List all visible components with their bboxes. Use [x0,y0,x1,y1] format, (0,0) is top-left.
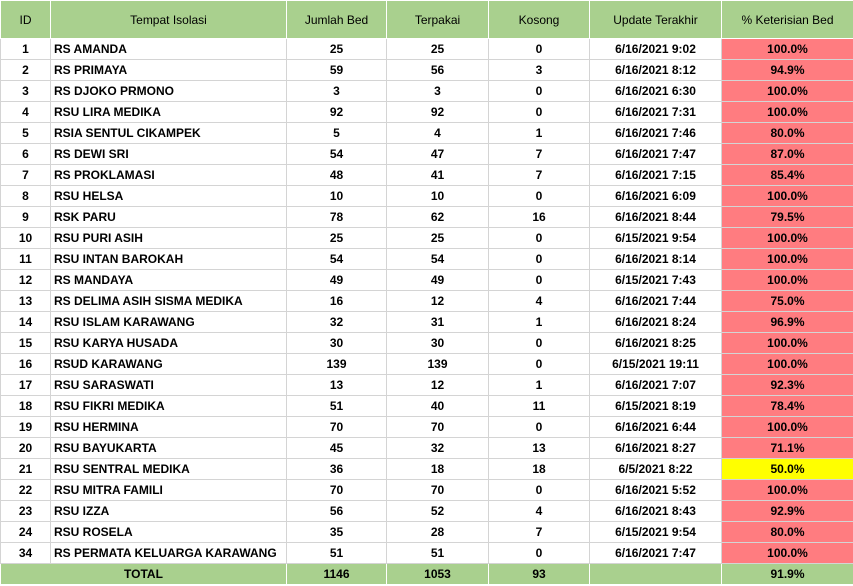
table-row [1,459,853,480]
cell-id: 7 [1,165,51,186]
cell-occupancy: 87.0% [722,144,853,165]
table-row [1,102,853,123]
cell-updated: 6/16/2021 8:14 [590,249,722,270]
cell-updated: 6/16/2021 7:15 [590,165,722,186]
table-row [1,438,853,459]
cell-id: 1 [1,39,51,60]
total-used: 1053 [387,564,489,585]
cell-beds: 45 [287,438,387,459]
cell-empty: 7 [489,144,590,165]
cell-name: RS AMANDA [51,39,287,60]
cell-occupancy: 100.0% [722,249,853,270]
cell-id: 19 [1,417,51,438]
cell-occupancy: 100.0% [722,39,853,60]
cell-id: 21 [1,459,51,480]
cell-id: 34 [1,543,51,564]
table-row [1,354,853,375]
cell-used: 4 [387,123,489,144]
cell-updated: 6/16/2021 7:31 [590,102,722,123]
table-row [1,312,853,333]
cell-occupancy: 92.9% [722,501,853,522]
cell-used: 12 [387,291,489,312]
cell-used: 25 [387,39,489,60]
cell-empty: 7 [489,522,590,543]
cell-empty: 1 [489,123,590,144]
cell-id: 14 [1,312,51,333]
cell-updated: 6/16/2021 7:44 [590,291,722,312]
cell-empty: 4 [489,291,590,312]
cell-beds: 59 [287,60,387,81]
cell-beds: 3 [287,81,387,102]
cell-updated: 6/16/2021 7:46 [590,123,722,144]
cell-empty: 4 [489,501,590,522]
header-name: Tempat Isolasi [51,1,287,39]
cell-empty: 3 [489,60,590,81]
table-row [1,81,853,102]
cell-used: 92 [387,102,489,123]
cell-used: 139 [387,354,489,375]
table-row [1,417,853,438]
cell-id: 5 [1,123,51,144]
cell-used: 52 [387,501,489,522]
cell-beds: 36 [287,459,387,480]
cell-empty: 0 [489,228,590,249]
table-row [1,270,853,291]
cell-name: RS PRIMAYA [51,60,287,81]
cell-name: RSU SARASWATI [51,375,287,396]
cell-beds: 70 [287,417,387,438]
cell-id: 16 [1,354,51,375]
cell-id: 22 [1,480,51,501]
cell-id: 18 [1,396,51,417]
cell-beds: 5 [287,123,387,144]
cell-occupancy: 96.9% [722,312,853,333]
cell-updated: 6/16/2021 6:30 [590,81,722,102]
cell-id: 9 [1,207,51,228]
cell-id: 6 [1,144,51,165]
cell-id: 3 [1,81,51,102]
header-used: Terpakai [387,1,489,39]
cell-id: 11 [1,249,51,270]
cell-beds: 48 [287,165,387,186]
cell-beds: 25 [287,228,387,249]
cell-updated: 6/16/2021 6:09 [590,186,722,207]
cell-occupancy: 100.0% [722,186,853,207]
table-row [1,543,853,564]
table-row [1,144,853,165]
cell-updated: 6/16/2021 9:02 [590,39,722,60]
table-row [1,501,853,522]
cell-empty: 0 [489,39,590,60]
cell-updated: 6/16/2021 8:12 [590,60,722,81]
cell-updated: 6/16/2021 8:44 [590,207,722,228]
cell-occupancy: 100.0% [722,543,853,564]
cell-name: RSU LIRA MEDIKA [51,102,287,123]
cell-id: 2 [1,60,51,81]
cell-used: 70 [387,417,489,438]
cell-used: 25 [387,228,489,249]
header-beds: Jumlah Bed [287,1,387,39]
table-row [1,60,853,81]
cell-name: RS MANDAYA [51,270,287,291]
total-label: TOTAL [1,564,287,585]
cell-name: RSU HERMINA [51,417,287,438]
cell-updated: 6/15/2021 7:43 [590,270,722,291]
header-id: ID [1,1,51,39]
cell-beds: 35 [287,522,387,543]
total-empty: 93 [489,564,590,585]
cell-name: RS DEWI SRI [51,144,287,165]
table-row [1,375,853,396]
cell-updated: 6/16/2021 6:44 [590,417,722,438]
header-occupancy: % Keterisian Bed [722,1,853,39]
cell-name: RS DJOKO PRMONO [51,81,287,102]
cell-id: 13 [1,291,51,312]
table-row [1,165,853,186]
cell-name: RSU BAYUKARTA [51,438,287,459]
cell-occupancy: 100.0% [722,102,853,123]
cell-updated: 6/5/2021 8:22 [590,459,722,480]
cell-empty: 16 [489,207,590,228]
cell-used: 47 [387,144,489,165]
cell-occupancy: 75.0% [722,291,853,312]
cell-used: 12 [387,375,489,396]
cell-empty: 0 [489,102,590,123]
cell-empty: 11 [489,396,590,417]
table-body [1,39,853,564]
table-row [1,522,853,543]
cell-beds: 13 [287,375,387,396]
cell-updated: 6/16/2021 7:07 [590,375,722,396]
cell-occupancy: 92.3% [722,375,853,396]
cell-name: RSU SENTRAL MEDIKA [51,459,287,480]
cell-name: RS DELIMA ASIH SISMA MEDIKA [51,291,287,312]
cell-name: RSU ISLAM KARAWANG [51,312,287,333]
cell-beds: 92 [287,102,387,123]
cell-beds: 139 [287,354,387,375]
cell-beds: 56 [287,501,387,522]
cell-id: 23 [1,501,51,522]
cell-name: RSU ROSELA [51,522,287,543]
cell-empty: 1 [489,312,590,333]
cell-used: 3 [387,81,489,102]
cell-id: 4 [1,102,51,123]
cell-used: 41 [387,165,489,186]
cell-occupancy: 71.1% [722,438,853,459]
cell-name: RS PROKLAMASI [51,165,287,186]
cell-beds: 70 [287,480,387,501]
cell-used: 40 [387,396,489,417]
cell-empty: 0 [489,249,590,270]
header-row [1,1,853,39]
table-row [1,291,853,312]
cell-beds: 54 [287,144,387,165]
cell-occupancy: 100.0% [722,333,853,354]
cell-name: RSU MITRA FAMILI [51,480,287,501]
cell-occupancy: 79.5% [722,207,853,228]
cell-beds: 10 [287,186,387,207]
cell-empty: 0 [489,480,590,501]
header-updated: Update Terakhir [590,1,722,39]
total-row [1,564,853,585]
cell-beds: 54 [287,249,387,270]
table-row [1,186,853,207]
total-beds: 1146 [287,564,387,585]
cell-used: 56 [387,60,489,81]
total-occupancy: 91.9% [722,564,853,585]
table-row [1,333,853,354]
cell-occupancy: 100.0% [722,81,853,102]
cell-used: 30 [387,333,489,354]
cell-beds: 25 [287,39,387,60]
cell-occupancy: 50.0% [722,459,853,480]
cell-used: 49 [387,270,489,291]
cell-name: RSU IZZA [51,501,287,522]
cell-empty: 1 [489,375,590,396]
cell-updated: 6/16/2021 8:43 [590,501,722,522]
cell-empty: 0 [489,81,590,102]
cell-name: RSU KARYA HUSADA [51,333,287,354]
cell-occupancy: 94.9% [722,60,853,81]
cell-updated: 6/16/2021 7:47 [590,543,722,564]
cell-id: 8 [1,186,51,207]
table-row [1,228,853,249]
cell-empty: 0 [489,270,590,291]
cell-empty: 0 [489,186,590,207]
cell-empty: 0 [489,417,590,438]
cell-used: 32 [387,438,489,459]
table-row [1,480,853,501]
table-row [1,207,853,228]
cell-occupancy: 100.0% [722,480,853,501]
cell-empty: 0 [489,543,590,564]
cell-id: 17 [1,375,51,396]
table-row [1,249,853,270]
cell-empty: 0 [489,354,590,375]
header-empty: Kosong [489,1,590,39]
cell-beds: 16 [287,291,387,312]
cell-beds: 51 [287,543,387,564]
cell-updated: 6/15/2021 19:11 [590,354,722,375]
cell-beds: 49 [287,270,387,291]
cell-updated: 6/16/2021 8:24 [590,312,722,333]
cell-occupancy: 80.0% [722,123,853,144]
cell-id: 12 [1,270,51,291]
cell-used: 18 [387,459,489,480]
cell-used: 28 [387,522,489,543]
cell-used: 62 [387,207,489,228]
cell-updated: 6/16/2021 8:27 [590,438,722,459]
cell-occupancy: 100.0% [722,417,853,438]
cell-id: 15 [1,333,51,354]
cell-name: RS PERMATA KELUARGA KARAWANG [51,543,287,564]
cell-empty: 7 [489,165,590,186]
cell-occupancy: 100.0% [722,354,853,375]
cell-used: 31 [387,312,489,333]
table-row [1,123,853,144]
cell-updated: 6/15/2021 9:54 [590,522,722,543]
cell-beds: 78 [287,207,387,228]
cell-used: 70 [387,480,489,501]
cell-occupancy: 85.4% [722,165,853,186]
total-updated [590,564,722,585]
cell-beds: 30 [287,333,387,354]
cell-occupancy: 80.0% [722,522,853,543]
cell-beds: 32 [287,312,387,333]
cell-used: 51 [387,543,489,564]
table-row [1,39,853,60]
cell-name: RSU FIKRI MEDIKA [51,396,287,417]
cell-name: RSK PARU [51,207,287,228]
cell-name: RSU HELSA [51,186,287,207]
cell-id: 24 [1,522,51,543]
cell-updated: 6/16/2021 7:47 [590,144,722,165]
cell-id: 20 [1,438,51,459]
cell-used: 54 [387,249,489,270]
cell-updated: 6/16/2021 8:25 [590,333,722,354]
table-row [1,396,853,417]
cell-name: RSUD KARAWANG [51,354,287,375]
cell-name: RSU PURI ASIH [51,228,287,249]
cell-empty: 13 [489,438,590,459]
cell-id: 10 [1,228,51,249]
cell-occupancy: 78.4% [722,396,853,417]
cell-updated: 6/15/2021 9:54 [590,228,722,249]
cell-empty: 18 [489,459,590,480]
cell-name: RSU INTAN BAROKAH [51,249,287,270]
cell-used: 10 [387,186,489,207]
cell-empty: 0 [489,333,590,354]
cell-name: RSIA SENTUL CIKAMPEK [51,123,287,144]
cell-updated: 6/16/2021 5:52 [590,480,722,501]
cell-updated: 6/15/2021 8:19 [590,396,722,417]
cell-occupancy: 100.0% [722,270,853,291]
cell-occupancy: 100.0% [722,228,853,249]
cell-beds: 51 [287,396,387,417]
